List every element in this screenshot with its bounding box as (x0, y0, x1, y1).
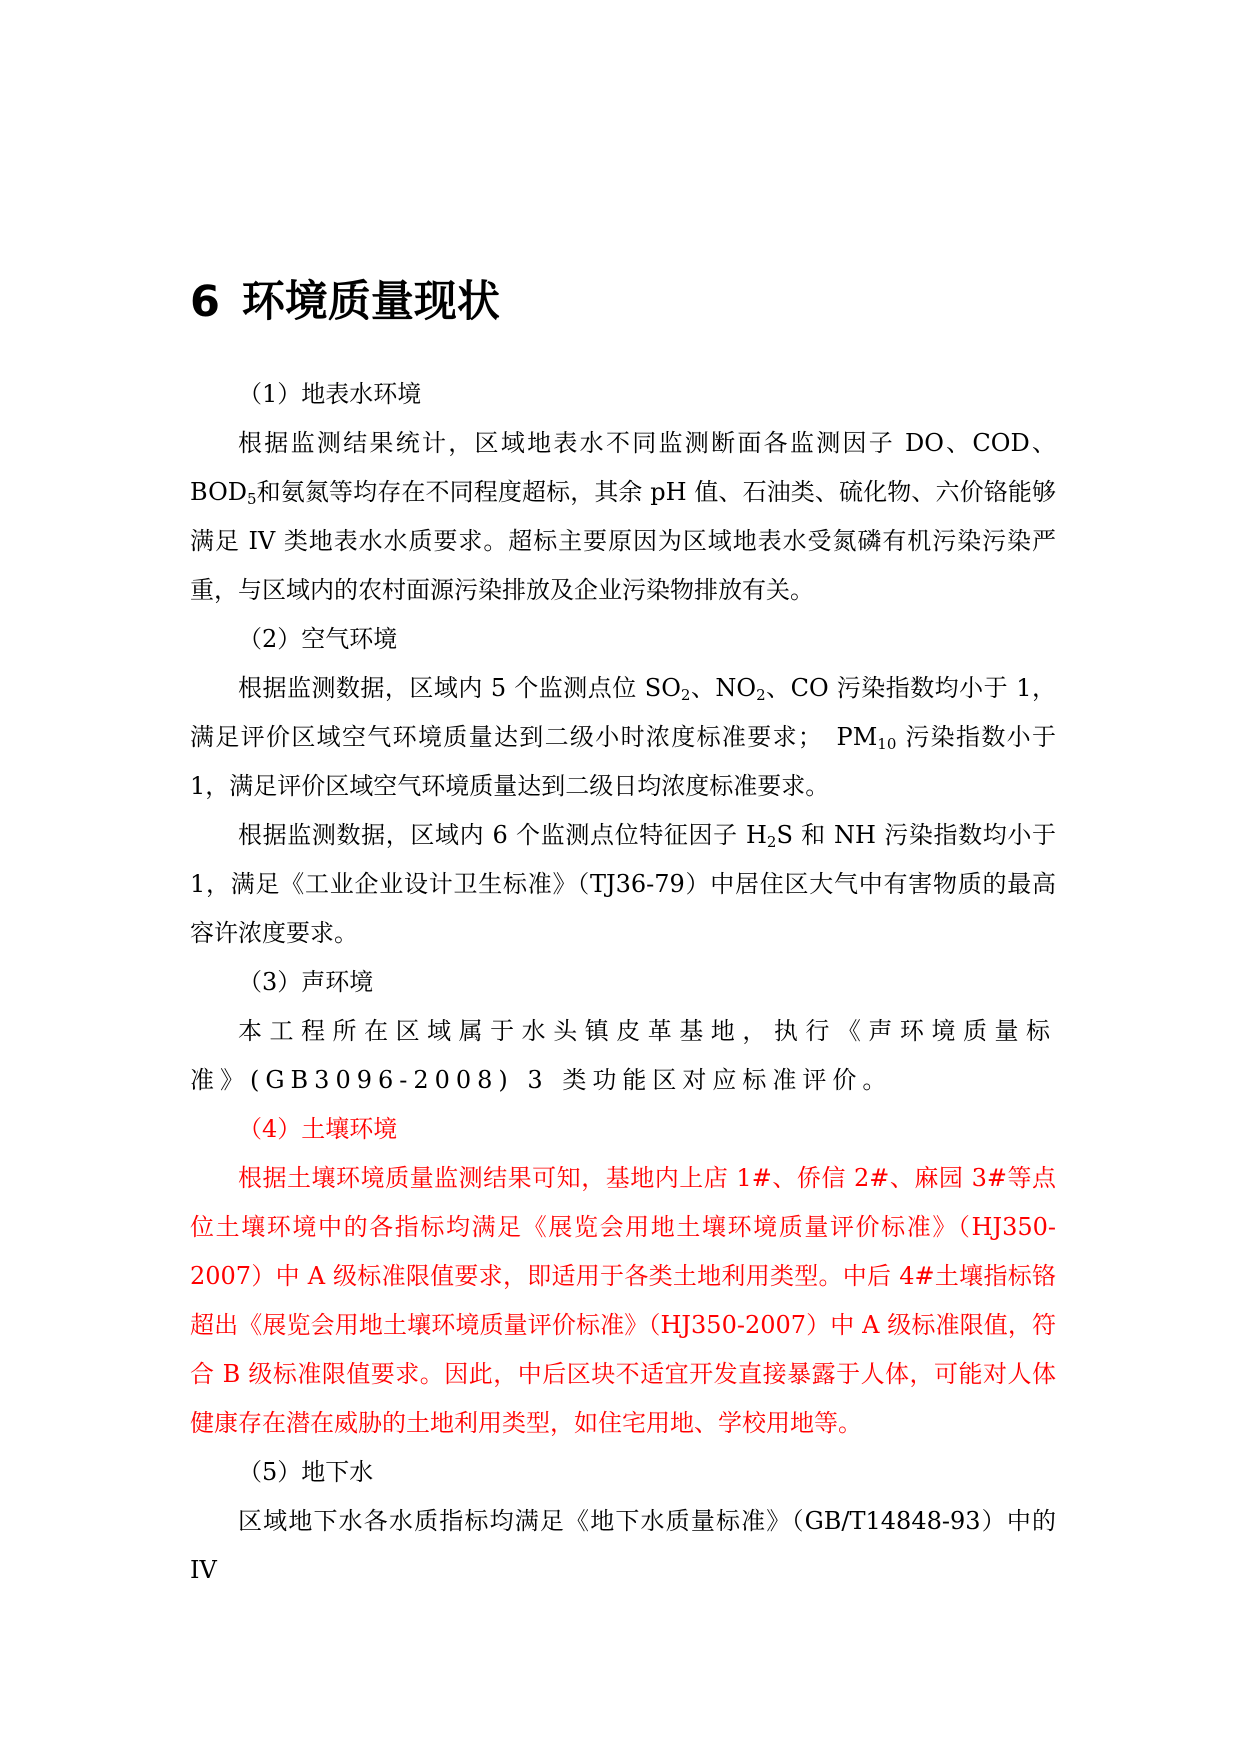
section-heading-air: （2）空气环境 (238, 625, 398, 653)
paragraph-soil: 根据土壤环境质量监测结果可知，基地内上店 1#、侨信 2#、麻园 3#等点位土壤环境中的各指标均满足《展览会用地土壤环境质量评价标准》（HJ350-2007）中 A 级标准限值要求，即适用于各类土地利用类型。中后 4#土壤指标铬超出《展览会用地土壤环境质量评价标准》（HJ350-2007）中 A 级标准限值，符合 B 级标准限值要求。因此，中后区块不适宜开发直接暴露于人体，可能对人体健康存在潜在威胁的土地利用类型，如住宅用地、学校用地等。 (190, 1164, 1056, 1437)
text-run: S 和 NH 污染指数均小于 1，满足《工业企业设计卫生标准》（TJ36-79）中居住区大气中有害物质的最高容许浓度要求。 (190, 821, 1056, 947)
section-heading-surface-water: （1）地表水环境 (238, 380, 422, 408)
body-text (190, 370, 1056, 1595)
chapter-title (190, 272, 500, 332)
subscript: 10 (877, 735, 897, 753)
text-run: 、CO 污染指数均小于 1，满足评价区域空气环境质量达到二级小时浓度标准要求； PM (190, 674, 1056, 751)
chapter-number: 6 (190, 277, 220, 327)
paragraph-surface-water (190, 419, 1056, 615)
text-run: 根据监测结果统计，区域地表水不同监测断面各监测因子 DO、COD、BOD (190, 429, 1056, 506)
text-run: 、NO (690, 674, 757, 702)
section-heading-soil: （4）土壤环境 (238, 1115, 398, 1143)
section-heading-noise: （3）声环境 (238, 968, 374, 996)
chapter-title-text: 环境质量现状 (241, 277, 500, 327)
subscript: 2 (766, 833, 777, 851)
paragraph-groundwater: 区域地下水各水质指标均满足《地下水质量标准》（GB/T14848-93）中的 IV (190, 1507, 1056, 1584)
text-run: 根据监测数据，区域内 6 个监测点位特征因子 H (238, 821, 767, 849)
text-run: 根据监测数据，区域内 5 个监测点位 SO (238, 674, 681, 702)
paragraph-air-1 (190, 664, 1056, 811)
subscript: 2 (680, 686, 691, 704)
paragraph-noise: 本工程所在区域属于水头镇皮革基地，执行《声环境质量标准》(GB3096-2008) 3 类功能区对应标准评价。 (190, 1017, 1056, 1094)
subscript: 2 (756, 686, 766, 704)
text-run: 污染指数小于 1，满足评价区域空气环境质量达到二级日均浓度标准要求。 (190, 723, 1056, 800)
text-run: 和氨氮等均存在不同程度超标，其余 pH 值、石油类、硫化物、六价铬能够满足 IV 类地表水水质要求。超标主要原因为区域地表水受氮磷有机污染污染严重，与区域内的农村面源污染排放及企业污染物排放有关。 (190, 478, 1056, 604)
subscript: 5 (247, 490, 257, 508)
paragraph-air-2 (190, 811, 1056, 958)
section-heading-groundwater: （5）地下水 (238, 1458, 374, 1486)
